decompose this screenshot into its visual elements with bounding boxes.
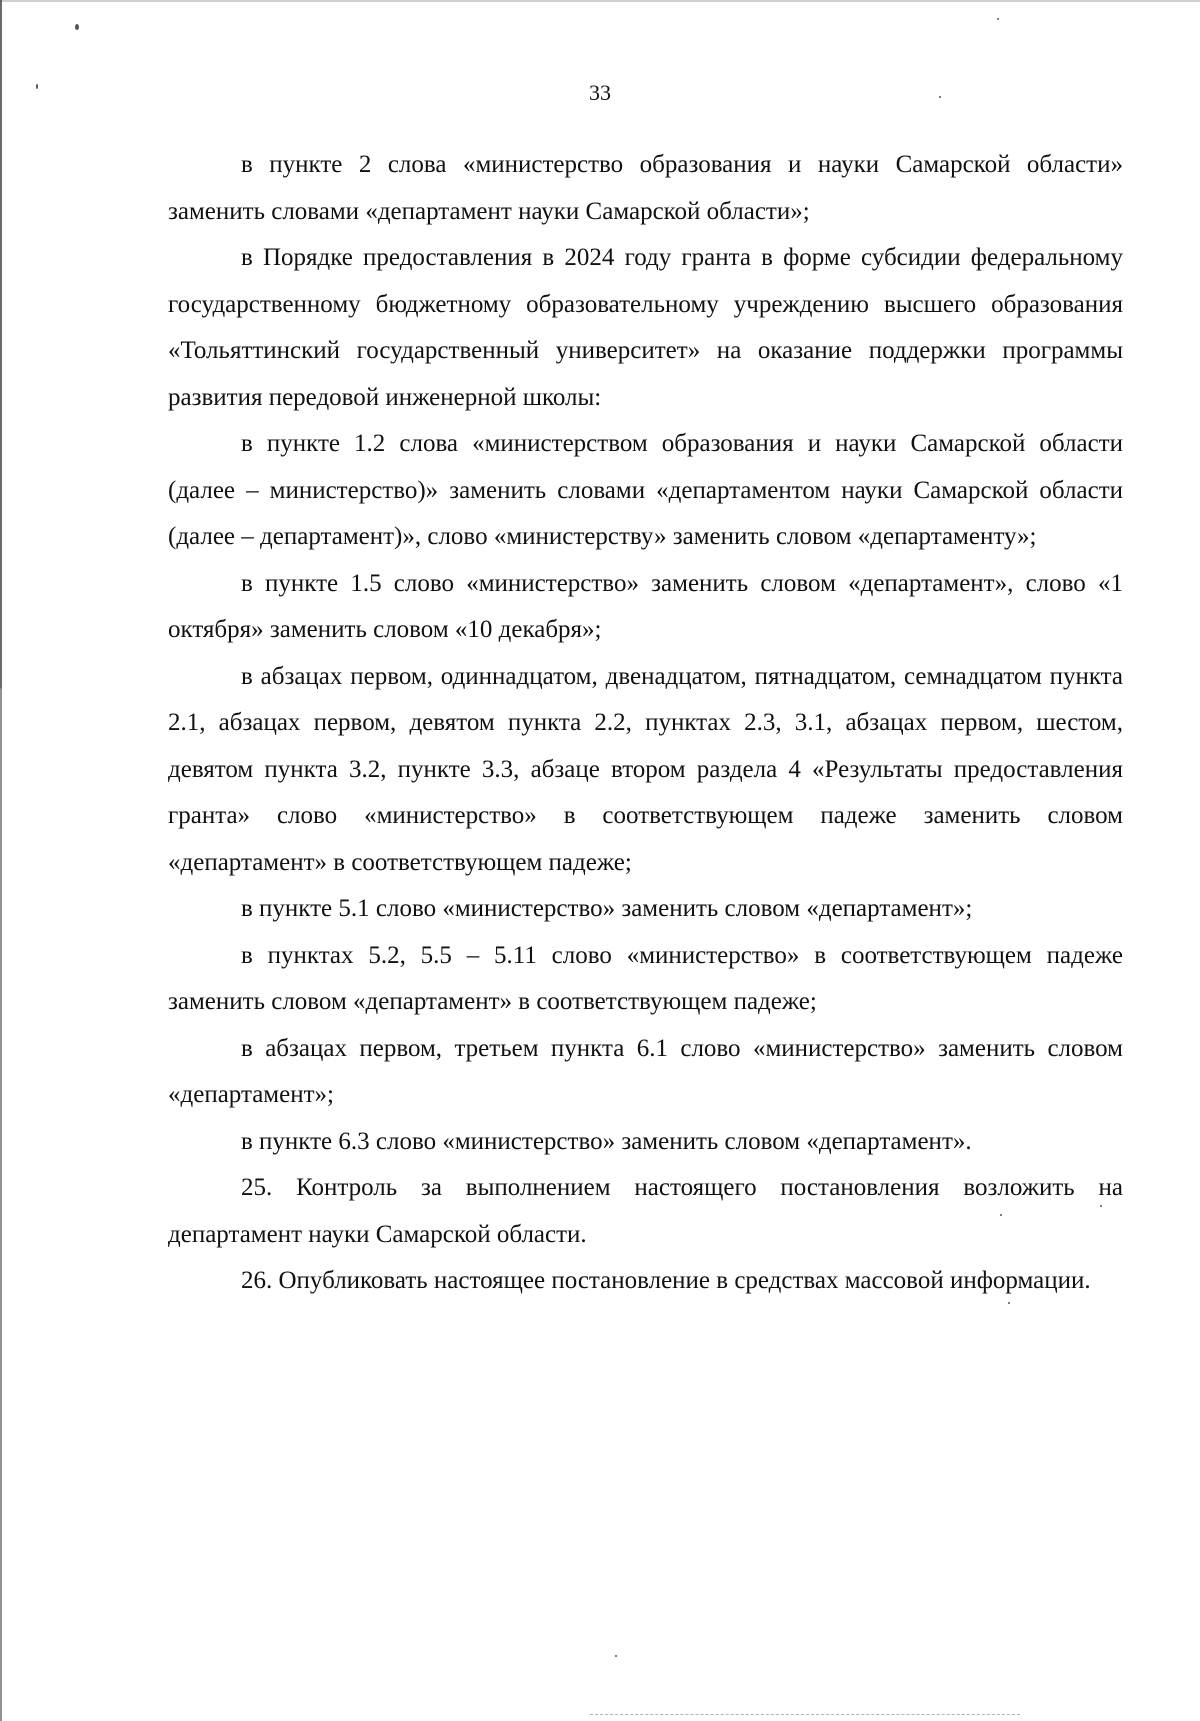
paragraph: в пункте 1.5 слово «министерство» заменить словом «департамент», слово «1 октября» заменить словом «10 декабря»; [168, 569, 1123, 643]
paragraph: 25. Контроль за выполнением настоящего постановления возложить на департамент науки Самарской области. [168, 1174, 1123, 1248]
paragraph: в пунктах 5.2, 5.5 – 5.11 слово «министерство» в соответствующем падеже заменить словом «департамент» в соответствующем падеже; [168, 941, 1123, 1015]
paragraph: в пункте 6.3 слово «министерство» заменить словом «департамент». [241, 1127, 972, 1155]
page-number: 33 [589, 80, 611, 105]
paragraph: 26. Опубликовать настоящее постановление в средствах массовой информации. [241, 1267, 1091, 1294]
document-body [168, 142, 1123, 1305]
scan-top-edge [0, 0, 1200, 2]
paragraph: в пункте 5.1 слово «министерство» заменить словом «департамент»; [241, 895, 973, 922]
scan-speck [75, 24, 79, 30]
paragraph: в абзацах первом, третьем пункта 6.1 слово «министерство» заменить словом «департамент»; [168, 1034, 1123, 1108]
paragraph: в Порядке предоставления в 2024 году гранта в форме субсидии федеральному государственному бюджетному образовательному учреждению высшего образования «Тольяттинский государственный университет» на оказание поддержки программы развития передовой инженерной школы: [168, 244, 1123, 411]
paragraph: в абзацах первом, одиннадцатом, двенадцатом, пятнадцатом, семнадцатом пункта 2.1, абзацах первом, девятом пункта 2.2, пунктах 2.3, 3.1, абзацах первом, шестом, девятом пункта 3.2, пункте 3.3, абзаце втором раздела 4 «Результаты предоставления гранта» слово «министерство» в соответствующем падеже заменить словом «департамент» в соответствующем падеже; [168, 662, 1123, 876]
paragraph: в пункте 1.2 слова «министерством образования и науки Самарской области (далее – министерство)» заменить словами «департаментом науки Самарской области (далее – департамент)», слово «министерству» заменить словом «департаменту»; [168, 430, 1123, 550]
scan-speck [997, 18, 999, 20]
scan-left-edge [0, 0, 2, 1721]
paragraph: в пункте 2 слова «министерство образования и науки Самарской области» заменить словами «департамент науки Самарской области»; [168, 151, 1123, 225]
scan-bottom-edge [590, 1714, 1020, 1717]
scan-speck [615, 1655, 617, 1657]
